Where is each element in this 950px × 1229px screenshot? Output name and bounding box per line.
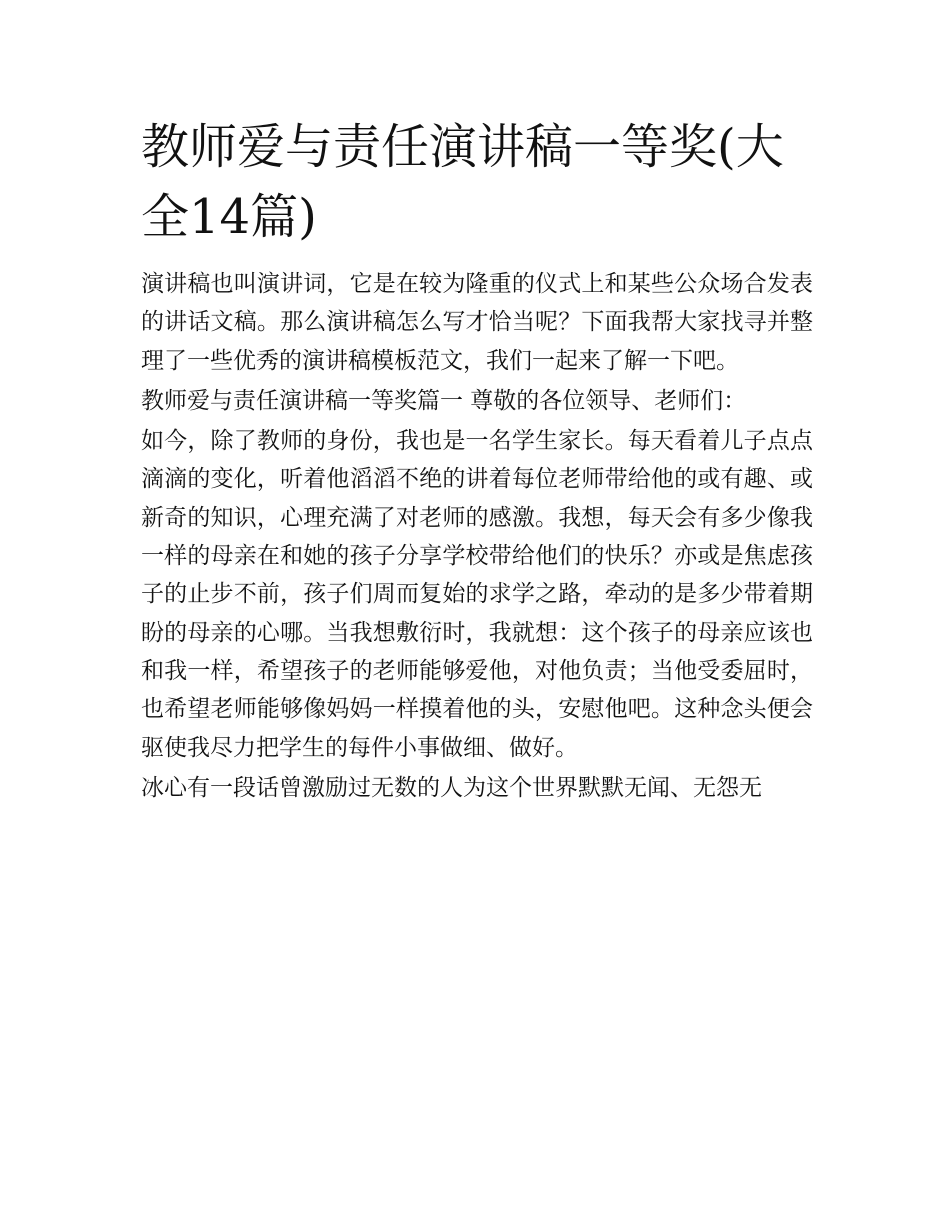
paragraph-body-1: 如今，除了教师的身份，我也是一名学生家长。每天看着儿子点点滴滴的变化，听着他滔滔不绝的讲着每位老师带给他的或有趣、或新奇的知识，心理充满了对老师的感激。我想，每天会有多少像我一样的母亲在和她的孩子分享学校带给他们的快乐？亦或是焦虑孩子的止步不前，孩子们周而复始的求学之路，牵动的是多少带着期盼的母亲的心哪。当我想敷衍时，我就想：这个孩子的母亲应该也和我一样，希望孩子的老师能够爱他，对他负责；当他受委屈时，也希望老师能够像妈妈一样摸着他的头，安慰他吧。这种念头便会驱使我尽力把学生的每件小事做细、做好。 bbox=[141, 428, 813, 761]
document-title: 教师爱与责任演讲稿一等奖(大全14篇) bbox=[141, 119, 784, 245]
paragraph-body-2: 冰心有一段话曾激励过无数的人为这个世界默默无闻、无怨无 bbox=[141, 774, 762, 801]
paragraph-intro: 演讲稿也叫演讲词，它是在较为隆重的仪式上和某些公众场合发表的讲话文稿。那么演讲稿怎么写才恰当呢？下面我帮大家找寻并整理了一些优秀的演讲稿模板范文，我们一起来了解一下吧。 bbox=[141, 271, 813, 374]
document-body bbox=[141, 112, 813, 809]
paragraph-salutation: 教师爱与责任演讲稿一等奖篇一 尊敬的各位领导、老师们： bbox=[141, 387, 747, 414]
